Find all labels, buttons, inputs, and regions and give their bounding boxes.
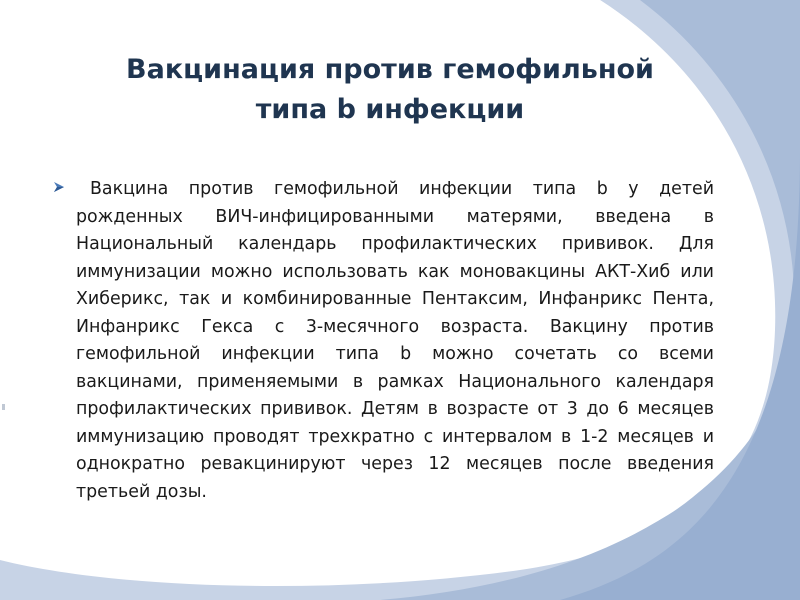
- edge-marker: [2, 404, 5, 410]
- arrow-bullet-icon: [52, 180, 68, 194]
- title-line-2: типа b инфекции: [255, 94, 525, 125]
- title-line-1: Вакцинация против гемофильной: [126, 54, 654, 85]
- body-paragraph: Вакцина против гемофильной инфекции типа b у детей рожденных ВИЧ-инфицированными матерями, введена в Национальный календарь профилактических прививок. Для иммунизации можно использовать как моновакцины АКТ-Хиб или Хиберикс, так и комбинированные Пентаксим, Инфанрикс Пента, Инфанрикс Гекса с 3-месячного возраста. Вакцину против гемофильной инфекции типа b можно сочетать со всеми вакцинами, применяемыми в рамках Национального календаря профилактических прививок. Детям в возрасте от 3 до 6 месяцев иммунизацию проводят трехкратно с интервалом в 1-2 месяцев и однократно ревакцинируют через 12 месяцев после введения третьей дозы.: [76, 179, 714, 502]
- slide-title: [70, 50, 710, 130]
